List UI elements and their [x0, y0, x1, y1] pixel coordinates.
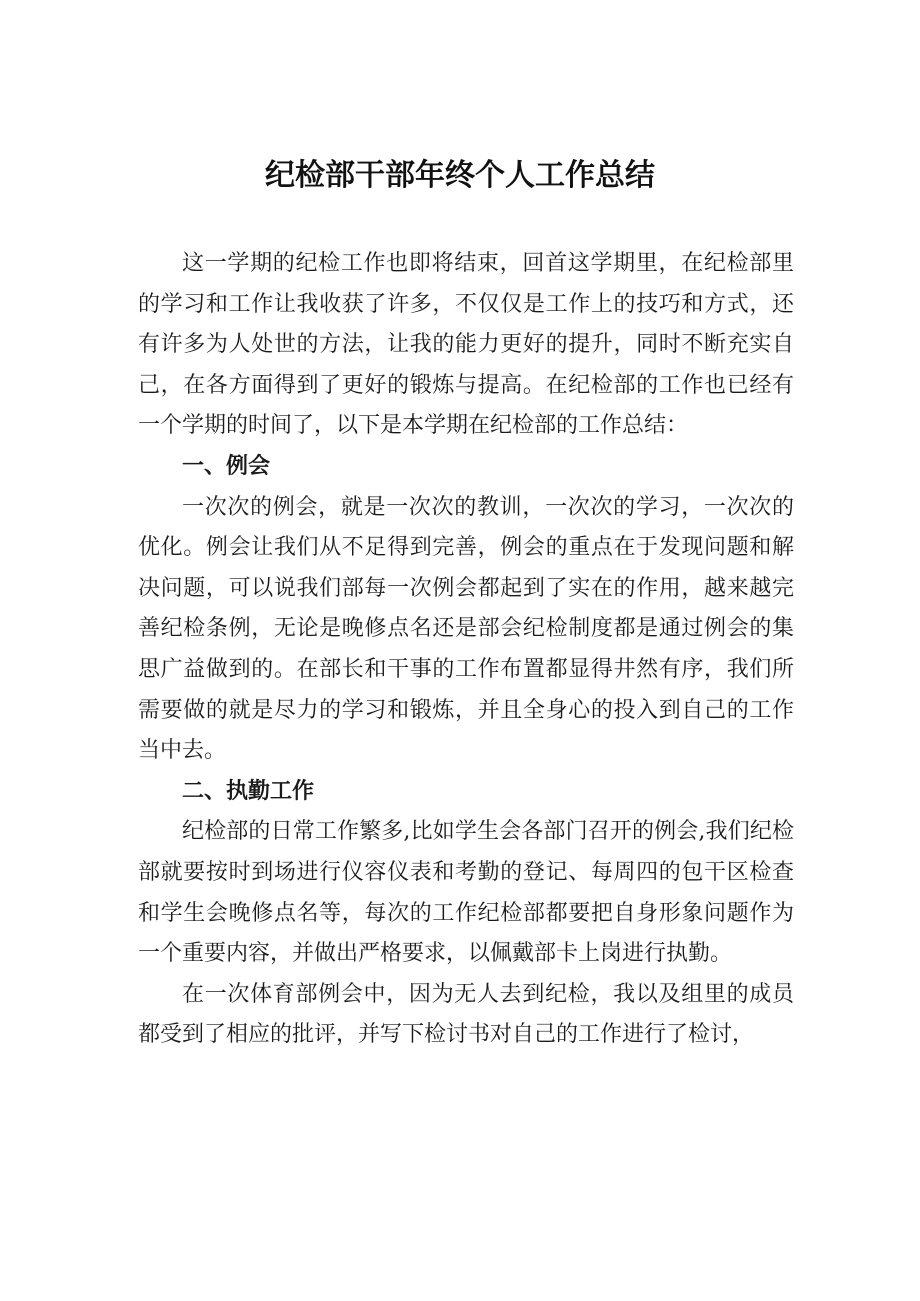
section-heading-duty: 二、执勤工作 [182, 778, 315, 804]
document-title: 纪检部干部年终个人工作总结 [265, 158, 655, 193]
document-body [138, 244, 794, 1056]
sports-meeting-paragraph: 在一次体育部例会中，因为无人去到纪检，我以及组里的成员都受到了相应的批评，并写下检讨书对自己的工作进行了检讨， [138, 981, 794, 1048]
intro-paragraph: 这一学期的纪检工作也即将结束，回首这学期里，在纪检部里的学习和工作让我收获了许多，不仅仅是工作上的技巧和方式，还有许多为人处世的方法，让我的能力更好的提升，同时不断充实自己，在各方面得到了更好的锻炼与提高。在纪检部的工作也已经有一个学期的时间了，以下是本学期在纪检部的工作总结： [138, 251, 794, 439]
section-heading-meetings: 一、例会 [182, 453, 271, 479]
duty-paragraph: 纪检部的日常工作繁多,比如学生会各部门召开的例会,我们纪检部就要按时到场进行仪容仪表和考勤的登记、每周四的包干区检查和学生会晚修点名等，每次的工作纪检部都要把自身形象问题作为一个重要内容，并做出严格要求，以佩戴部卡上岗进行执勤。 [138, 819, 794, 967]
meetings-paragraph: 一次次的例会，就是一次次的教训，一次次的学习，一次次的优化。例会让我们从不足得到完善，例会的重点在于发现问题和解决问题，可以说我们部每一次例会都起到了实在的作用，越来越完善纪检条例，无论是晚修点名还是部会纪检制度都是通过例会的集思广益做到的。在部长和干事的工作布置都显得井然有序，我们所需要做的就是尽力的学习和锻炼，并且全身心的投入到自己的工作当中去。 [138, 494, 794, 764]
